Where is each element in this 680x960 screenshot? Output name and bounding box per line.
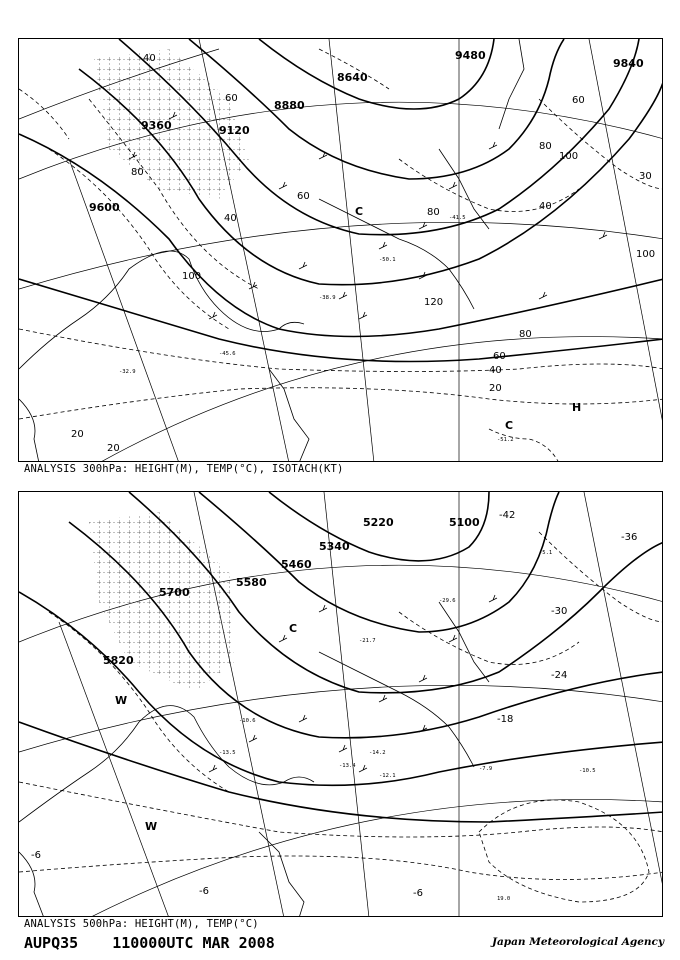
warm-center-label: W xyxy=(115,694,128,707)
temperature-label: -6 xyxy=(199,886,209,897)
isotach-label: 30 xyxy=(639,171,652,182)
height-label: 5340 xyxy=(319,540,350,553)
map-300hpa xyxy=(18,38,663,462)
chart-id: AUPQ35 xyxy=(24,934,79,952)
isotach-label: 100 xyxy=(636,249,656,260)
isotach-label: 20 xyxy=(489,383,502,394)
height-label: 5580 xyxy=(236,576,267,589)
obs-value: -5.1 xyxy=(539,550,553,556)
obs-value: -50.1 xyxy=(379,257,396,263)
height-label: 5100 xyxy=(449,516,480,529)
temperature-label: -24 xyxy=(551,670,568,681)
isotach-label: 60 xyxy=(225,93,238,104)
temperature-label: -42 xyxy=(499,510,516,521)
cold-center-label: C xyxy=(355,205,364,218)
obs-value: -13.4 xyxy=(339,763,356,769)
isotach-label: 80 xyxy=(519,329,532,340)
valid-time: 110000UTC MAR 2008 xyxy=(112,934,275,952)
high-center-label: H xyxy=(572,401,582,414)
isotach-label: 100 xyxy=(182,271,202,282)
obs-value: -29.6 xyxy=(439,598,456,604)
temperature-label: -30 xyxy=(551,606,568,617)
map-500hpa-graphic xyxy=(19,492,663,917)
height-label: 9600 xyxy=(89,201,120,214)
height-label: 5220 xyxy=(363,516,394,529)
coastlines xyxy=(19,602,489,917)
height-label: 5460 xyxy=(281,558,312,571)
isotach-label: 60 xyxy=(297,191,310,202)
isotach-label: 80 xyxy=(131,167,144,178)
caption-300hpa: ANALYSIS 300hPa: HEIGHT(M), TEMP(°C), ISOTACH(KT) xyxy=(24,463,344,475)
height-label: 5820 xyxy=(103,654,134,667)
obs-value: 19.0 xyxy=(497,896,511,902)
obs-value: -14.2 xyxy=(369,750,386,756)
temperature-label: -6 xyxy=(413,888,423,899)
height-label: 5700 xyxy=(159,586,190,599)
isotach-label: 40 xyxy=(143,53,156,64)
obs-value: -10.6 xyxy=(239,718,256,724)
temperature-label: -36 xyxy=(621,532,638,543)
obs-value: -45.6 xyxy=(219,351,236,357)
obs-value: -41.5 xyxy=(449,215,466,221)
isotach-label: 80 xyxy=(427,207,440,218)
coastlines xyxy=(19,39,524,462)
isotach-label: 120 xyxy=(424,297,444,308)
isotach-label: 100 xyxy=(559,151,579,162)
isotach-label: 40 xyxy=(224,213,237,224)
wind-barbs xyxy=(209,595,497,772)
map-500hpa xyxy=(18,491,663,917)
cold-center-label: C xyxy=(505,419,514,432)
isotach-label: 20 xyxy=(71,429,84,440)
isotach-label: 40 xyxy=(539,201,552,212)
height-label: 9480 xyxy=(455,49,486,62)
map-300hpa-graphic xyxy=(19,39,663,462)
isotach-label: 80 xyxy=(539,141,552,152)
height-label: 9840 xyxy=(613,57,644,70)
obs-value: -21.7 xyxy=(359,638,376,644)
height-label: 8640 xyxy=(337,71,368,84)
temperature-label: -6 xyxy=(31,850,41,861)
warm-center-label: W xyxy=(145,820,158,833)
isotach-label: 20 xyxy=(107,443,120,454)
obs-value: -13.5 xyxy=(219,750,236,756)
obs-value: -32.9 xyxy=(119,369,136,375)
isotach-label: 40 xyxy=(489,365,502,376)
obs-value: -38.9 xyxy=(319,295,336,301)
height-label: 8880 xyxy=(274,99,305,112)
height-label: 9120 xyxy=(219,124,250,137)
caption-500hpa: ANALYSIS 500hPa: HEIGHT(M), TEMP(°C) xyxy=(24,918,259,930)
chart-footer xyxy=(24,934,275,952)
obs-value: -51.2 xyxy=(497,437,514,443)
temperature-label: -18 xyxy=(497,714,514,725)
obs-value: -10.5 xyxy=(579,768,596,774)
height-label: 9360 xyxy=(141,119,172,132)
obs-value: -12.1 xyxy=(379,773,396,779)
obs-value: -7.9 xyxy=(479,766,493,772)
isotach-label: 60 xyxy=(572,95,585,106)
cold-center-label: C xyxy=(289,622,298,635)
agency-credit: Japan Meteorological Agency xyxy=(492,936,665,948)
isotach-label: 60 xyxy=(493,351,506,362)
